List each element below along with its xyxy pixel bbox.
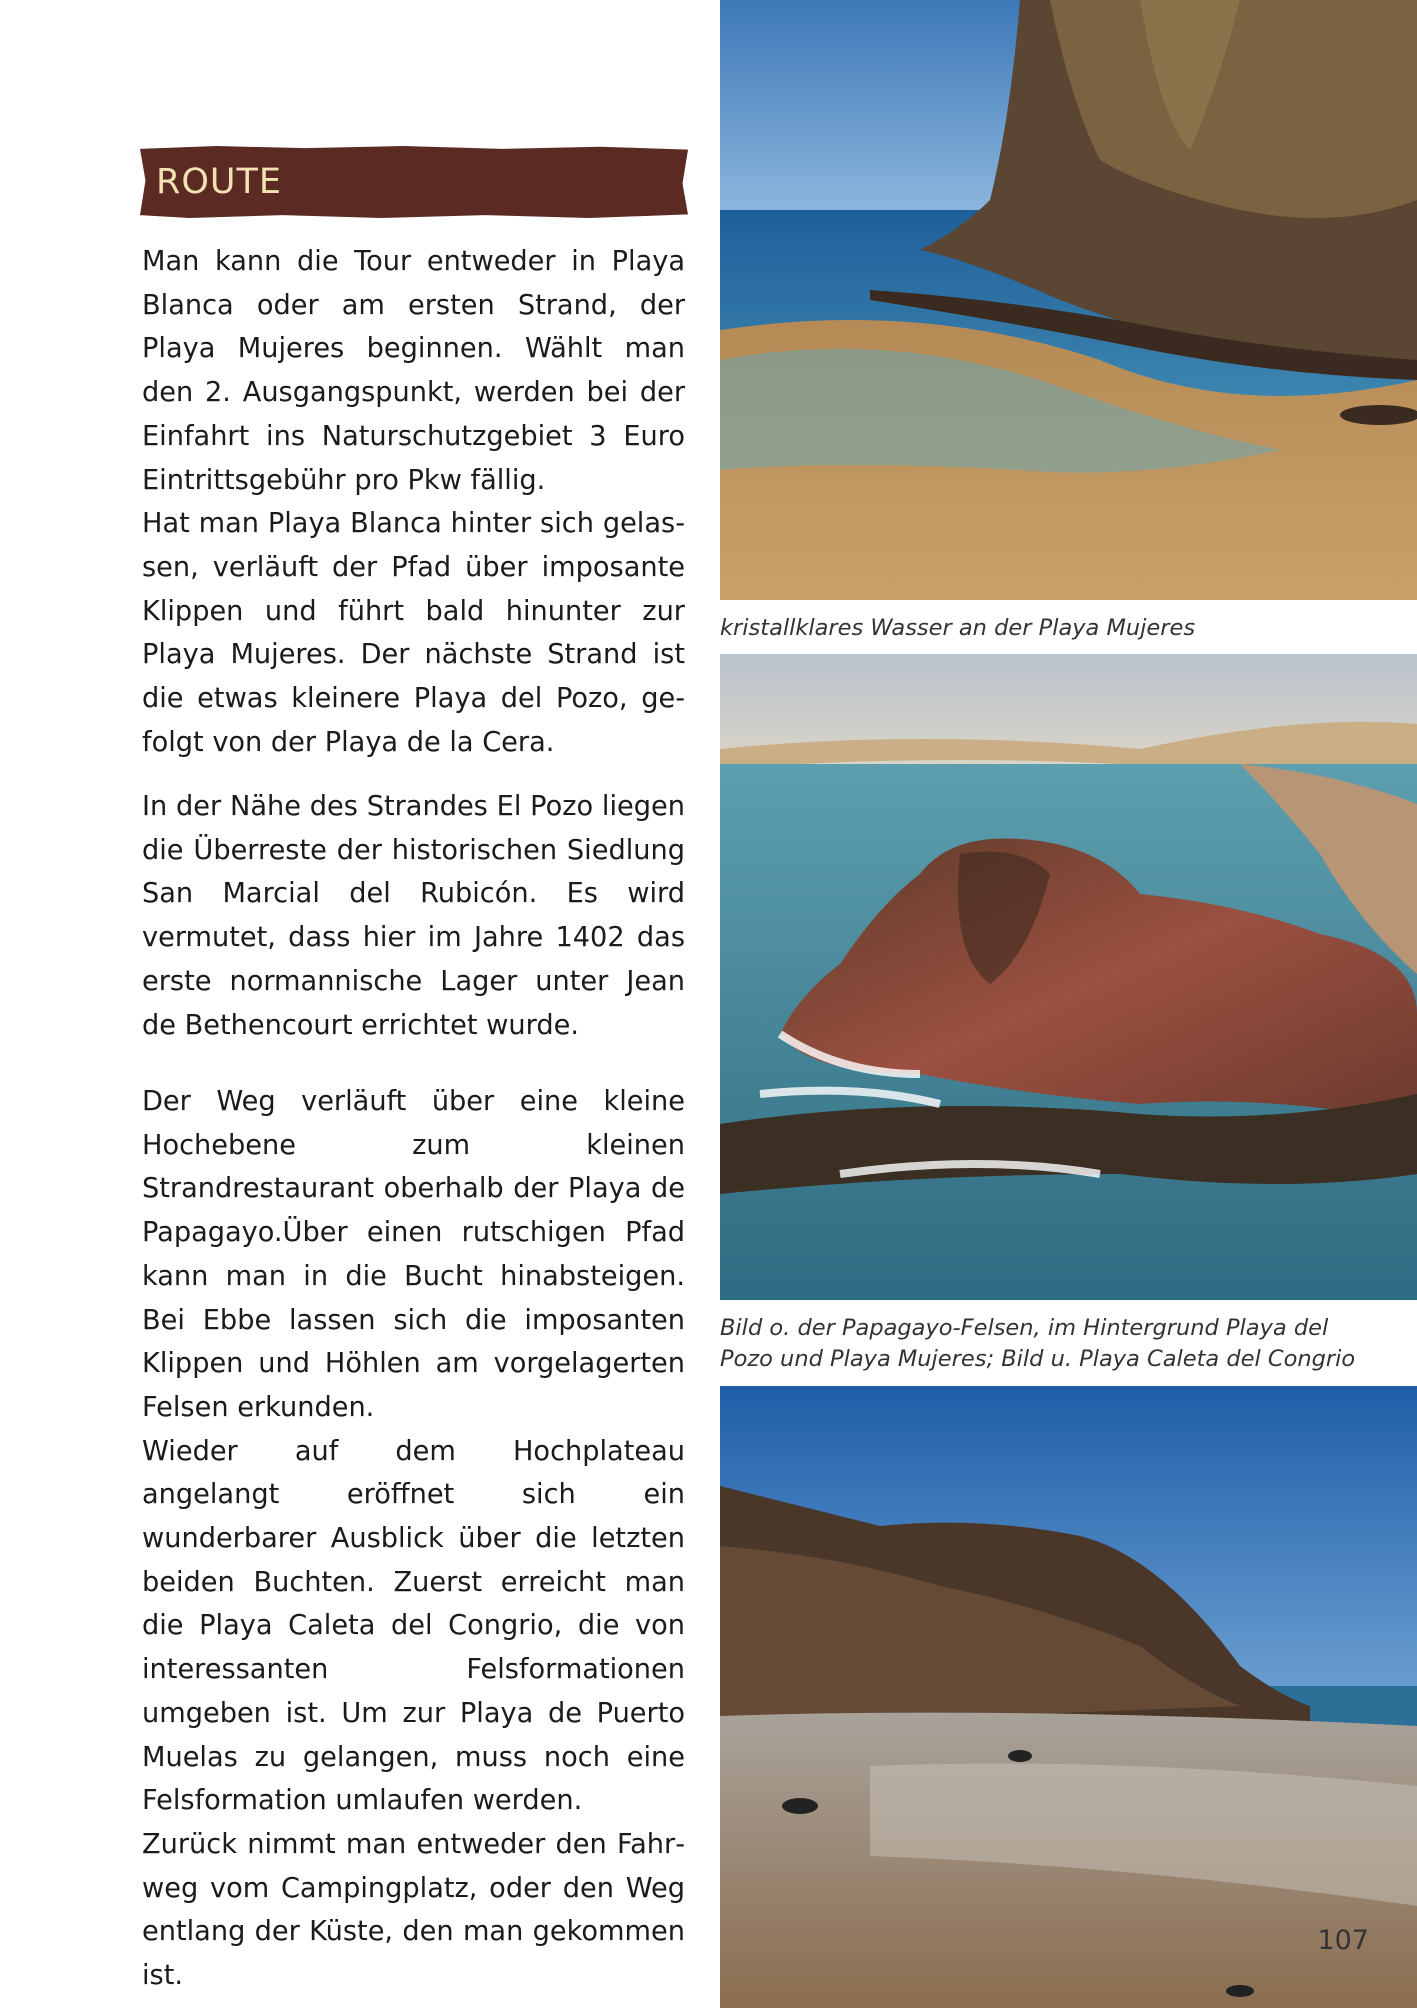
paragraph: Der Weg verläuft über eine kleine Hochebene zum kleinen Strandrestaurant oberhalb der Playa de Papagayo.Über einen rutschigen Pfad kann man in die Bucht hinabsteigen. Bei Ebbe lassen sich die imposanten Klippen und Höhlen am vorgelagerten Felsen erkunden.	[142, 1086, 685, 1423]
photo-papagayo-rock	[720, 654, 1417, 1300]
paragraph: Wieder auf dem Hochplateau angelangt eröffnet sich ein wunderbarer Ausblick über die letzten beiden Buchten. Zuerst erreicht man die Playa Caleta del Congrio, die von interessanten Felsformationen umgeben ist. Um zur Playa de Puerto Muelas zu gelangen, muss noch eine Felsformation umlaufen werden.	[142, 1435, 685, 1817]
paragraph: Zurück nimmt man entweder den Fahrweg vom Campingplatz, oder den Weg entlang der Küste, den man gekommen ist.	[142, 1828, 685, 1992]
photo-caleta-del-congrio	[720, 1386, 1417, 2008]
paragraph: In der Nähe des Strandes El Pozo liegen die Überreste der historischen Siedlung San Marcial del Rubicón. Es wird vermutet, dass hier im Jahre 1402 das erste normannische Lager unter Jean de Bethencourt errichtet wurde.	[142, 791, 685, 1041]
paragraph: Man kann die Tour entweder in Playa Blanca oder am ersten Strand, der Playa Mujeres beginnen. Wählt man den 2. Ausgangspunkt, werden bei der Einfahrt ins Naturschutzgebiet 3 Euro Eintrittsgebühr pro Pkw fällig.	[142, 246, 685, 496]
text-block-1	[142, 240, 685, 764]
photo-caption: kristallklares Wasser an der Playa Mujeres	[720, 615, 1196, 641]
text-block-2	[142, 785, 685, 1047]
section-title: ROUTE	[156, 162, 282, 202]
photo-caption	[720, 1313, 1410, 1375]
text-block-3	[142, 1080, 685, 1998]
caption-line: Bild o. der Papagayo-Felsen, im Hintergrund Playa del	[720, 1315, 1329, 1341]
photo-playa-mujeres	[720, 0, 1417, 600]
page-number: 107	[1317, 1925, 1369, 1956]
paragraph: Hat man Playa Blanca hinter sich gelassen, verläuft der Pfad über imposante Klippen und führt bald hinunter zur Playa Mujeres. Der nächste Strand ist die etwas kleinere Playa del Pozo, gefolgt von der Playa de la Cera.	[142, 508, 685, 758]
caption-line: Pozo und Playa Mujeres; Bild u. Playa Caleta del Congrio	[720, 1346, 1356, 1372]
